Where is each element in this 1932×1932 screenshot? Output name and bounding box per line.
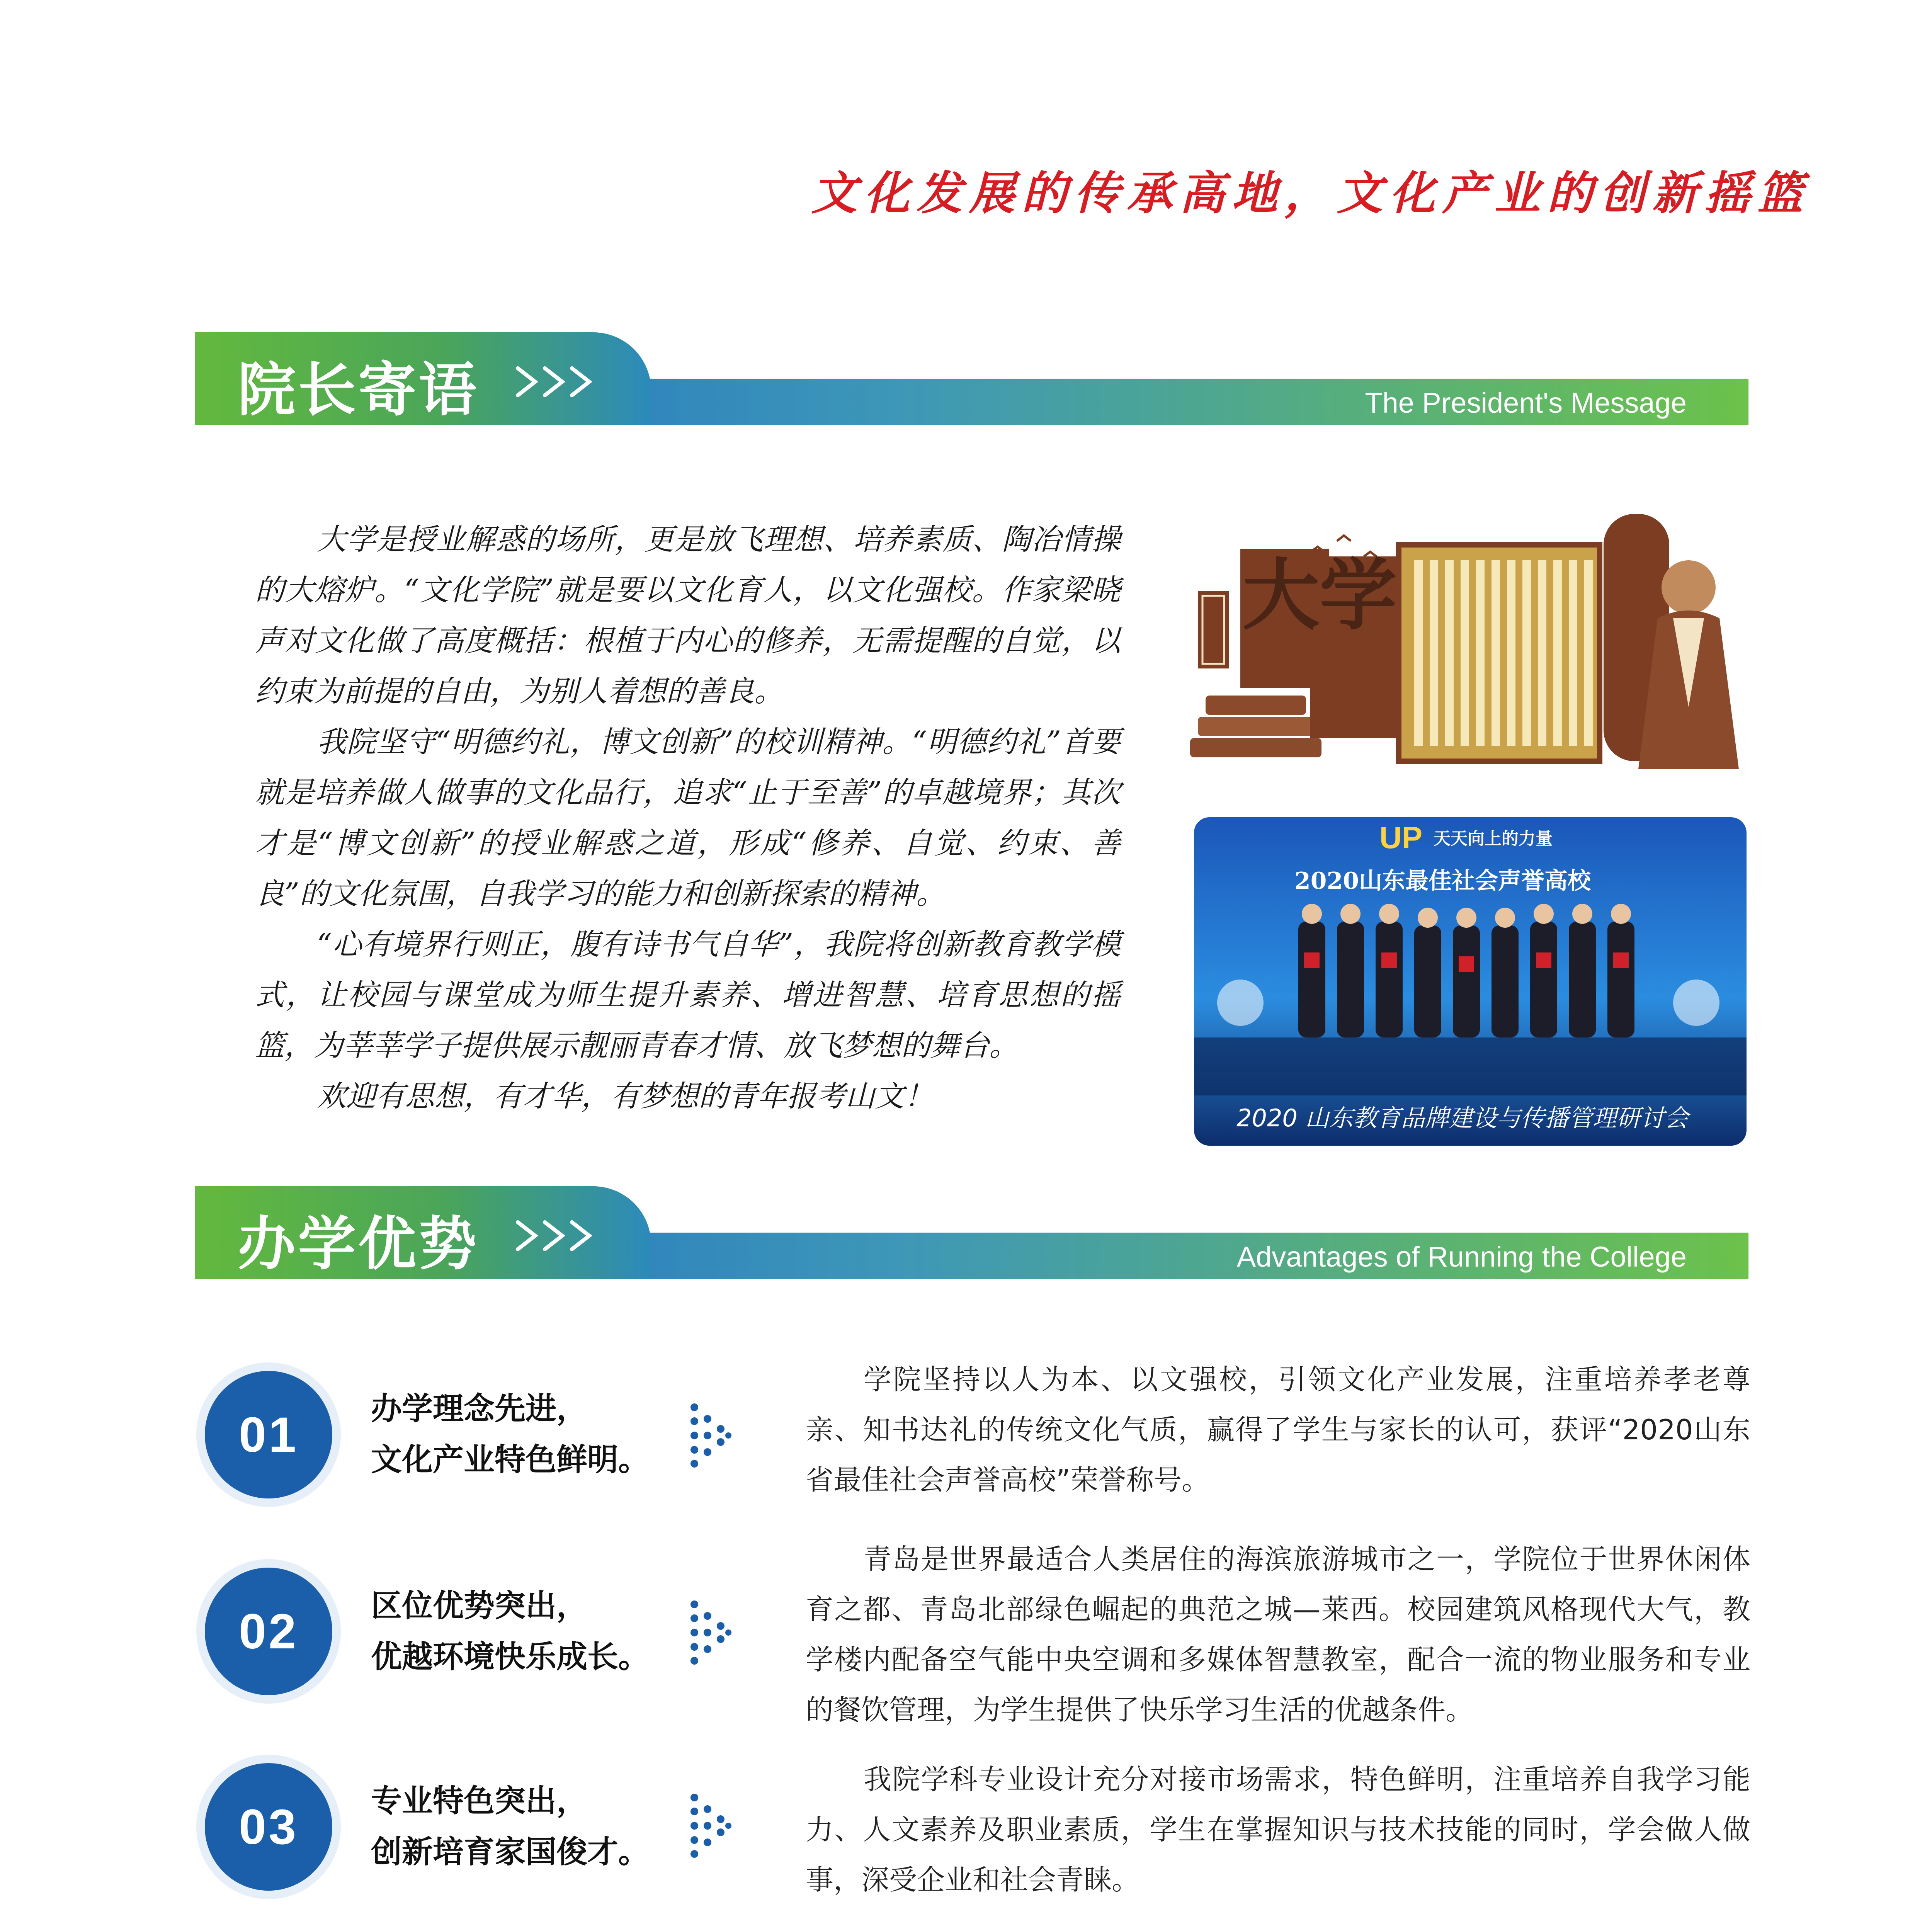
message-paragraph: 欢迎有思想，有才华，有梦想的青年报考山文！ [317, 1079, 934, 1113]
event-footer-text: 2020 山东教育品牌建设与传播管理研讨会 [1236, 1104, 1689, 1132]
advantage-number-badge: 02 [205, 1568, 332, 1695]
scroll-artwork [1182, 491, 1750, 788]
award-ceremony-photo [1194, 817, 1747, 1146]
da-xue-big-char: 大学 [1242, 550, 1397, 641]
advantage-title [371, 1776, 649, 1878]
advantage-title-line: 区位优势突出， [371, 1588, 587, 1624]
section-subtitle: The President's Message [1365, 387, 1687, 419]
message-paragraph: 大学是授业解惑的场所，更是放飞理想、培养素质、陶冶情操的大熔炉。“文化学院”就是要以文化育人，以文化强校。作家梁晓声对文化做了高度概括：根植于内心的修养，无需提醒的自觉，以约束为前提的自由，为别人着想的善良。 [255, 522, 1121, 708]
advantage-number-badge: 03 [205, 1763, 332, 1891]
up-logo-text: 天天向上的力量 [1434, 829, 1553, 849]
advantage-title [371, 1580, 649, 1682]
triple-chevron-icon [514, 362, 599, 401]
advantage-title-line: 文化产业特色鲜明。 [371, 1442, 649, 1478]
section-banner-advantages [195, 1186, 1748, 1279]
section-title: 院长寄语 [238, 357, 479, 424]
advantage-title-line: 创新培育家国俊才。 [371, 1834, 649, 1870]
triple-chevron-icon [514, 1216, 599, 1255]
header-slogan: 文化发展的传承高地，文化产业的创新摇篮 [811, 166, 1810, 220]
dotted-arrow-icon [690, 1403, 732, 1468]
da-xue-scroll-illustration [1182, 491, 1750, 788]
advantage-title [371, 1383, 649, 1485]
award-banner-text: 2020山东最佳社会声誉高校 [1294, 867, 1591, 895]
advantage-title-line: 专业特色突出， [371, 1783, 587, 1819]
advantage-number-badge: 01 [205, 1371, 332, 1498]
advantage-title-line: 优越环境快乐成长。 [371, 1639, 649, 1675]
message-paragraph: 我院坚守“明德约礼，博文创新”的校训精神。“明德约礼”首要就是培养做人做事的文化品行，追求“止于至善”的卓越境界；其次才是“博文创新”的授业解惑之道，形成“修养、自觉、约束、善良”的文化氛围，自我学习的能力和创新探索的精神。 [255, 724, 1121, 911]
president-message [255, 514, 1121, 1121]
advantage-description: 我院学科专业设计充分对接市场需求，特色鲜明，注重培养自我学习能力、人文素养及职业素质，学生在掌握知识与技术技能的同时，学会做人做事，深受企业和社会青睐。 [806, 1763, 1750, 1896]
advantage-title-line: 办学理念先进， [371, 1391, 587, 1427]
section-banner-president [195, 332, 1748, 425]
advantage-description: 青岛是世界最适合人类居住的海滨旅游城市之一，学院位于世界休闲体育之都、青岛北部绿色崛起的典范之城—莱西。校园建筑风格现代大气，教学楼内配备空气能中央空调和多媒体智慧教室，配合一流的物业服务和专业的餐饮管理，为学生提供了快乐学习生活的优越条件。 [806, 1543, 1750, 1726]
dotted-arrow-icon [690, 1793, 732, 1859]
award-photo-art [1194, 817, 1747, 1146]
up-logo: UP [1379, 820, 1423, 855]
advantage-description: 学院坚持以人为本、以文强校，引领文化产业发展，注重培养孝老尊亲、知书达礼的传统文化气质，赢得了学生与家长的认可，获评“2020山东省最佳社会声誉高校”荣誉称号。 [806, 1363, 1750, 1496]
section-subtitle: Advantages of Running the College [1236, 1241, 1687, 1273]
section-title: 办学优势 [238, 1211, 479, 1278]
message-paragraph: “心有境界行则正，腹有诗书气自华”，我院将创新教育教学模式，让校园与课堂成为师生提升素养、增进智慧、培育思想的摇篮，为莘莘学子提供展示靓丽青春才情、放飞梦想的舞台。 [255, 927, 1121, 1063]
dotted-arrow-icon [690, 1600, 732, 1665]
